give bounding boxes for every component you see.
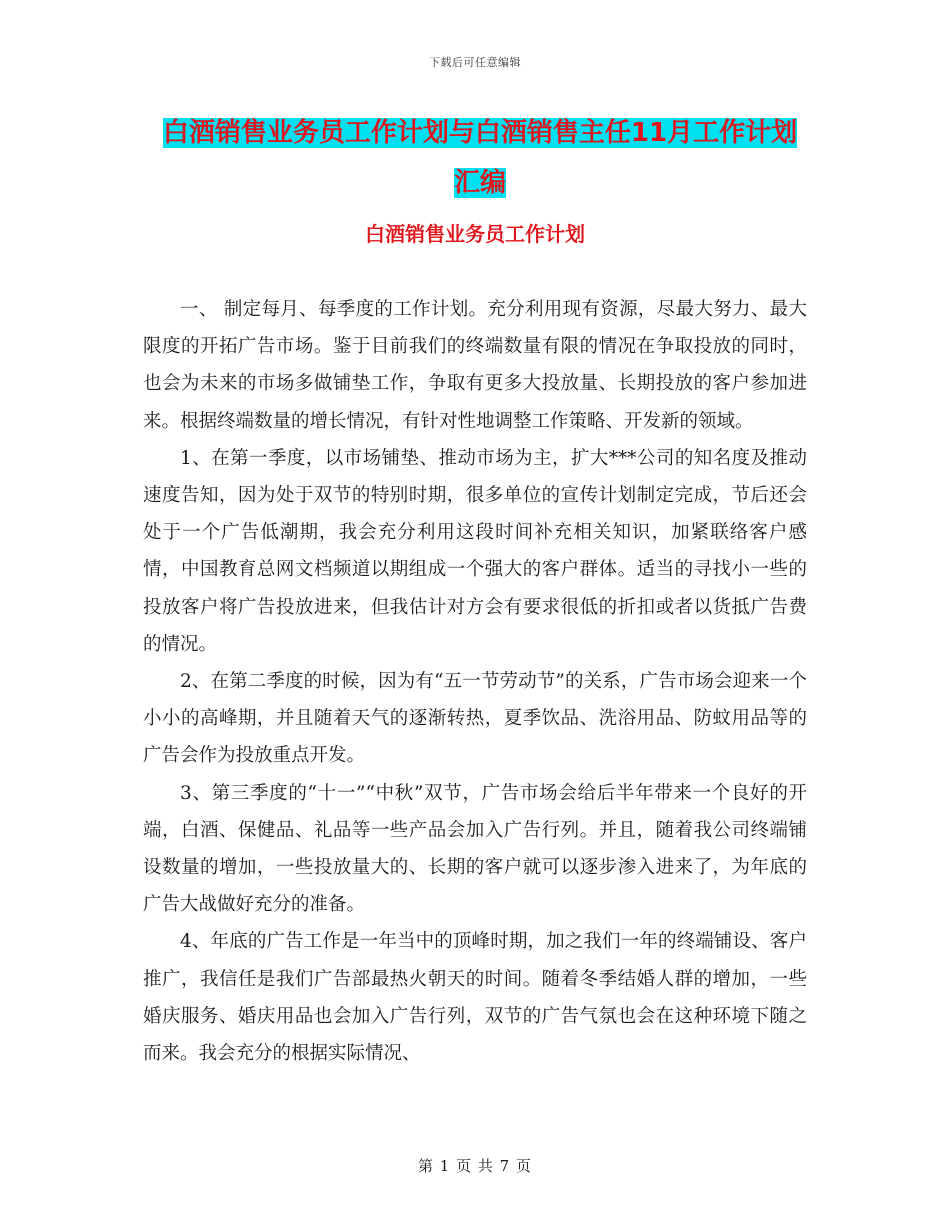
paragraph: 3、第三季度的“十一”“中秋”双节，广告市场会给后半年带来一个良好的开端，白酒、保健品、礼品等一些产品会加入广告行列。并且，随着我公司终端铺设数量的增加，一些投放量大的、长期的客户就可以逐步渗入进来了，为年底的广告大战做好充分的准备。 xyxy=(143,782,807,916)
paragraph: 一、 制定每月、每季度的工作计划。充分利用现有资源，尽最大努力、最大限度的开拓广告市场。鉴于目前我们的终端数量有限的情况在争取投放的同时，也会为未来的市场多做铺垫工作，争取有更多大投放量、长期投放的客户参加进来。根据终端数量的增长情况，有针对性地调整工作策略、开发新的领域。 xyxy=(143,299,807,432)
paragraph: 1、在第一季度，以市场铺垫、推动市场为主，扩大***公司的知名度及推动速度告知，因为处于双节的特别时期，很多单位的宣传计划制定完成，节后还会处于一个广告低潮期，我会充分利用这段时间补充相关知识，加紧联络客户感情，中国教育总网文档频道以期组成一个强大的客户群体。适当的寻找小一些的投放客户将广告投放进来，但我估计对方会有要求很低的折扣或者以货抵广告费的情况。 xyxy=(143,447,807,655)
header-note: 下载后可任意编辑 xyxy=(429,56,521,69)
page-number: 第 1 页 共 7 页 xyxy=(418,1157,532,1175)
body-text xyxy=(143,291,807,1072)
document-title-text: 白酒销售业务员工作计划与白酒销售主任11月工作计划汇编 xyxy=(162,118,798,198)
paragraph: 2、在第二季度的时候，因为有“五一节劳动节”的关系，广告市场会迎来一个小小的高峰期，并且随着天气的逐渐转热，夏季饮品、洗浴用品、防蚊用品等的广告会作为投放重点开发。 xyxy=(143,671,807,767)
document-title xyxy=(150,108,810,208)
paragraph: 4、年底的广告工作是一年当中的顶峰时期，加之我们一年的终端铺设、客户推广，我信任是我们广告部最热火朝天的时间。随着冬季结婚人群的增加，一些婚庆服务、婚庆用品也会加入广告行列，双节的广告气氛也会在这种环境下随之而来。我会充分的根据实际情况、 xyxy=(143,931,807,1065)
section-title: 白酒销售业务员工作计划 xyxy=(365,222,585,246)
